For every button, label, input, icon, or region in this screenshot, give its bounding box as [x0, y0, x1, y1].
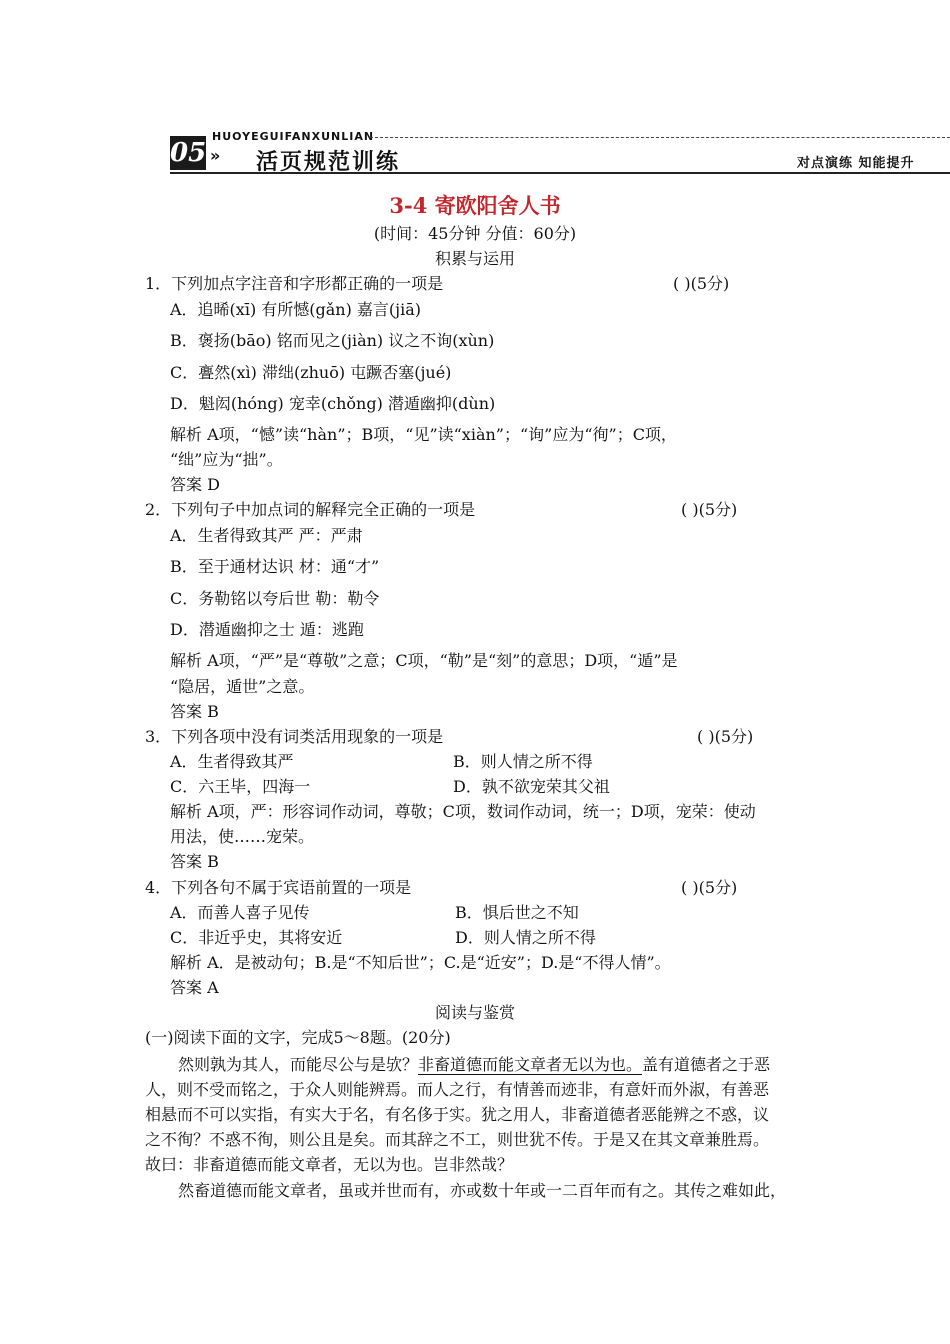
passage-line-5: 故曰：非畜道德而能文章者，无以为也。岂非然哉？ [145, 1155, 514, 1174]
question-2-score: ( )(5分) [681, 500, 738, 519]
question-2-explanation-cont: “隐居，遁世”之意。 [170, 677, 315, 696]
question-4-explanation: 解析 A．是被动句；B.是“不知后世”；C.是“近安”；D.是“不得人情”。 [170, 953, 671, 972]
time-score-info: (时间：45分钟 分值：60分) [373, 224, 577, 243]
question-3-explanation: 解析 A项，严：形容词作动词，尊敬；C项，数词作动词，统一；D项，宠荣：使动 [170, 802, 756, 821]
question-2-option-c: C．务勒铭以夸后世 勒：勒令 [170, 589, 380, 608]
header-rule [170, 172, 950, 174]
question-2-stem: 2．下列句子中加点词的解释完全正确的一项是 [145, 500, 476, 519]
header-dashed-divider [370, 137, 950, 138]
question-3-option-c: C．六王毕，四海一 [170, 777, 311, 796]
question-2-option-d: D．潜遁幽抑之士 遁：逃跑 [170, 620, 364, 639]
question-3-stem: 3．下列各项中没有词类活用现象的一项是 [145, 727, 444, 746]
question-1-answer: 答案 D [170, 475, 220, 494]
underlined-sentence: 非畜道德而能文章者无以为也。 [418, 1055, 643, 1074]
question-3-score: ( )(5分) [697, 727, 754, 746]
header-title: 活页规范训练 [256, 150, 401, 175]
question-1-option-c: C．亹然(xì) 滞绌(zhuō) 屯蹶否塞(jué) [170, 363, 452, 382]
question-4-score: ( )(5分) [681, 878, 738, 897]
passage-text: 盖有道德者之于恶 [642, 1055, 771, 1074]
section-heading-reading: 阅读与鉴赏 [434, 1003, 515, 1022]
reading-intro: (一)阅读下面的文字，完成5～8题。(20分) [145, 1028, 451, 1047]
question-2-option-a: A．生者得致其严 严：严肃 [170, 526, 363, 545]
header-pinyin: HUOYEGUIFANXUNLIAN [212, 130, 375, 143]
question-2-option-b: B．至于通材达识 材：通“才” [170, 557, 380, 576]
question-1-score: ( )(5分) [673, 274, 730, 293]
question-1-explanation: 解析 A项，“憾”读“hàn”；B项，“见”读“xiàn”；“询”应为“徇”；C项， [170, 425, 677, 444]
passage-line-2: 人，则不受而铭之，于众人则能辨焉。而人之行，有情善而迹非，有意奸而外淑，有善恶 [145, 1080, 770, 1099]
question-4-option-b: B．惧后世之不知 [455, 903, 579, 922]
passage-line-3: 相悬而不可以实指，有实大于名，有名侈于实。犹之用人，非畜道德者恶能辨之不惑，议 [145, 1105, 770, 1124]
question-3-option-b: B．则人情之所不得 [453, 752, 593, 771]
question-1-option-d: D．魁闳(hóng) 宠幸(chǒng) 潜遁幽抑(dùn) [170, 394, 496, 413]
question-4-stem: 4．下列各句不属于宾语前置的一项是 [145, 878, 412, 897]
question-3-explanation-cont: 用法，使……宠荣。 [170, 827, 315, 846]
question-3-answer: 答案 B [170, 852, 219, 871]
header-tagline: 对点演练 知能提升 [797, 156, 915, 171]
question-3-option-a: A．生者得致其严 [170, 752, 294, 771]
page-title: 3-4 寄欧阳舍人书 [389, 193, 561, 218]
passage-text: 然则孰为其人，而能尽公与是欤？ [178, 1055, 419, 1074]
passage-line-1 [178, 1055, 770, 1075]
passage-line-4: 之不徇？不惑不徇，则公且是矣。而其辞之不工，则世犹不传。于是又在其文章兼胜焉。 [145, 1130, 770, 1149]
question-2-answer: 答案 B [170, 702, 219, 721]
question-3-option-d: D．孰不欲宠荣其父祖 [453, 777, 610, 796]
question-4-option-d: D．则人情之所不得 [455, 928, 596, 947]
question-2-explanation: 解析 A项，“严”是“尊敬”之意；C项，“勒”是“刻”的意思；D项，“遁”是 [170, 651, 678, 670]
question-1-option-a: A．追晞(xī) 有所憾(gǎn) 嘉言(jiā) [170, 300, 422, 319]
question-1-stem: 1．下列加点字注音和字形都正确的一项是 [145, 274, 444, 293]
question-4-answer: 答案 A [170, 978, 219, 997]
section-heading-accumulate: 积累与运用 [434, 249, 515, 268]
question-4-option-a: A．而善人喜子见传 [170, 903, 310, 922]
question-4-option-c: C．非近乎史，其将安近 [170, 928, 343, 947]
section-number-badge: 05 [170, 138, 207, 168]
passage-line-6: 然畜道德而能文章者，虽或并世而有，亦或数十年或一二百年而有之。其传之难如此， [178, 1181, 787, 1200]
question-1-explanation-cont: “绌”应为“拙”。 [170, 450, 283, 469]
double-chevron-icon: » [210, 146, 221, 165]
question-1-option-b: B．褒扬(bāo) 铭而见之(jiàn) 议之不询(xùn) [170, 331, 495, 350]
